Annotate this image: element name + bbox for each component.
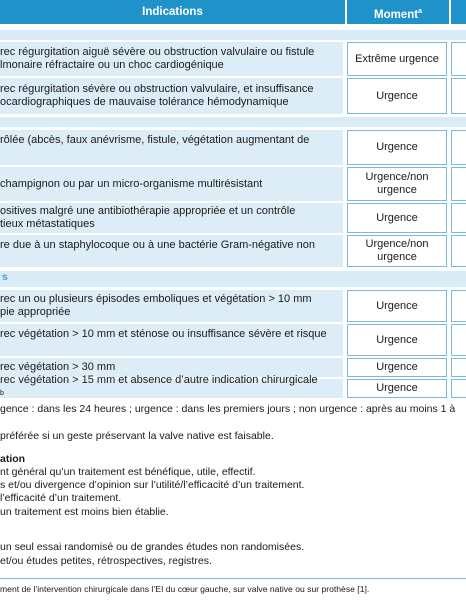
row-next-column bbox=[451, 324, 466, 356]
row-indication bbox=[0, 235, 343, 267]
row-text-line: rec végétation > 15 mm et absence d’autre indication chirurgicale bbox=[0, 373, 318, 386]
row-moment bbox=[347, 324, 447, 356]
row-text-line: champignon ou par un micro-organisme multirésistant bbox=[0, 177, 263, 190]
row-next-column bbox=[451, 42, 466, 76]
row-text-line: rec végétation > 30 mm bbox=[0, 361, 116, 373]
row-indication bbox=[0, 290, 343, 322]
row-text-sup: b bbox=[0, 389, 4, 397]
note-line: gence : dans les 24 heures ; urgence : dans les premiers jours ; non urgence : après au moins 1 à bbox=[0, 403, 456, 415]
row-indication bbox=[0, 324, 343, 356]
row-moment bbox=[347, 358, 447, 377]
row-moment-line: Urgence bbox=[376, 361, 418, 373]
row-text-line: re due à un staphylocoque ou à une bactérie Gram-négative non bbox=[0, 239, 315, 251]
header-moment bbox=[347, 0, 449, 24]
row-moment-line: urgence bbox=[377, 184, 417, 196]
row-moment-line: Extrême urgence bbox=[355, 52, 439, 65]
row-text-line: ositives malgré une antibiothérapie appropriée et un contrôle bbox=[0, 205, 296, 217]
footer-caption: ment de l’intervention chirurgicale dans l’EI du cœur gauche, sur valve native ou sur prothèse [1]. bbox=[0, 584, 370, 594]
row-moment bbox=[347, 42, 447, 76]
row-moment-line: Urgence bbox=[376, 299, 418, 312]
row-indication bbox=[0, 42, 343, 76]
row-text-line: rec régurgitation sévère ou obstruction valvulaire, et insuffisance bbox=[0, 83, 314, 95]
header-moment-sup: a bbox=[418, 8, 422, 15]
note-line: nt général qu’un traitement est bénéfique, utile, effectif. bbox=[0, 466, 256, 478]
section-label: s bbox=[2, 271, 8, 283]
row-text-line: rec un ou plusieurs épisodes emboliques et végétation > 10 mm bbox=[0, 293, 312, 305]
section-band bbox=[0, 117, 466, 127]
table-row bbox=[0, 324, 466, 356]
row-next-column bbox=[451, 379, 466, 398]
table-row bbox=[0, 235, 466, 267]
header-moment-label: Moment bbox=[374, 8, 419, 21]
note-heading: ation bbox=[0, 453, 26, 465]
row-moment-line: urgence bbox=[377, 251, 417, 263]
note-line: et/ou études petites, rétrospectives, registres. bbox=[0, 555, 212, 567]
table-row bbox=[0, 42, 466, 76]
row-moment-line: Urgence bbox=[376, 211, 418, 224]
row-moment bbox=[347, 379, 447, 398]
row-moment bbox=[347, 130, 447, 165]
note-line: s et/ou divergence d’opinion sur l’utilité/l’efficacité d’un traitement. bbox=[0, 479, 305, 491]
row-text-line: rec régurgitation aiguë sévère ou obstruction valvulaire ou fistule bbox=[0, 46, 315, 58]
row-moment-line: Urgence bbox=[376, 89, 418, 102]
row-moment-line: Urgence/non bbox=[365, 171, 429, 183]
row-next-column bbox=[451, 358, 466, 377]
header-indications: Indications bbox=[142, 6, 203, 18]
row-next-column bbox=[451, 78, 466, 114]
table-row bbox=[0, 373, 466, 398]
row-text-line: rec végétation > 10 mm et sténose ou insuffisance sévère et risque bbox=[0, 328, 327, 340]
row-text-line: ocardiographiques de mauvaise tolérance hémodynamique bbox=[0, 96, 289, 108]
note-line: un seul essai randomisé ou de grandes études non randomisées. bbox=[0, 541, 305, 553]
row-text-line: rôlée (abcès, faux anévrisme, fistule, végétation augmentant de bbox=[0, 134, 310, 146]
row-text-line: lmonaire réfractaire ou un choc cardiogénique bbox=[0, 59, 224, 71]
row-next-column bbox=[451, 130, 466, 165]
row-moment-line: Urgence/non bbox=[365, 238, 429, 250]
table-row bbox=[0, 290, 466, 322]
row-moment bbox=[347, 78, 447, 114]
row-moment-line: Urgence bbox=[376, 382, 418, 394]
table-row bbox=[0, 167, 466, 201]
row-moment bbox=[347, 235, 447, 267]
row-text-line: pie appropriée bbox=[0, 306, 71, 318]
row-indication bbox=[0, 373, 343, 398]
row-moment-line: Urgence bbox=[376, 333, 418, 346]
footer-divider bbox=[0, 578, 466, 579]
row-moment bbox=[347, 203, 447, 233]
note-line: l’efficacité d’un traitement. bbox=[0, 492, 122, 504]
row-text-line: tieux métastatiques bbox=[0, 218, 95, 230]
row-moment bbox=[347, 290, 447, 322]
row-next-column bbox=[451, 167, 466, 201]
row-moment-line: Urgence bbox=[376, 141, 418, 153]
row-indication bbox=[0, 167, 343, 201]
row-next-column bbox=[451, 203, 466, 233]
section-band bbox=[0, 30, 466, 40]
note-line: un traitement est moins bien établie. bbox=[0, 506, 169, 518]
row-moment bbox=[347, 167, 447, 201]
row-next-column bbox=[451, 235, 466, 267]
row-indication bbox=[0, 130, 343, 165]
header-divider bbox=[449, 0, 451, 24]
table-header bbox=[0, 0, 466, 24]
row-indication bbox=[0, 203, 343, 233]
row-indication bbox=[0, 78, 343, 114]
note-line: préférée si un geste préservant la valve native est faisable. bbox=[0, 430, 274, 442]
table-row bbox=[0, 130, 466, 165]
table-row bbox=[0, 78, 466, 114]
row-next-column bbox=[451, 290, 466, 322]
section-band bbox=[0, 271, 466, 287]
table-row bbox=[0, 203, 466, 233]
